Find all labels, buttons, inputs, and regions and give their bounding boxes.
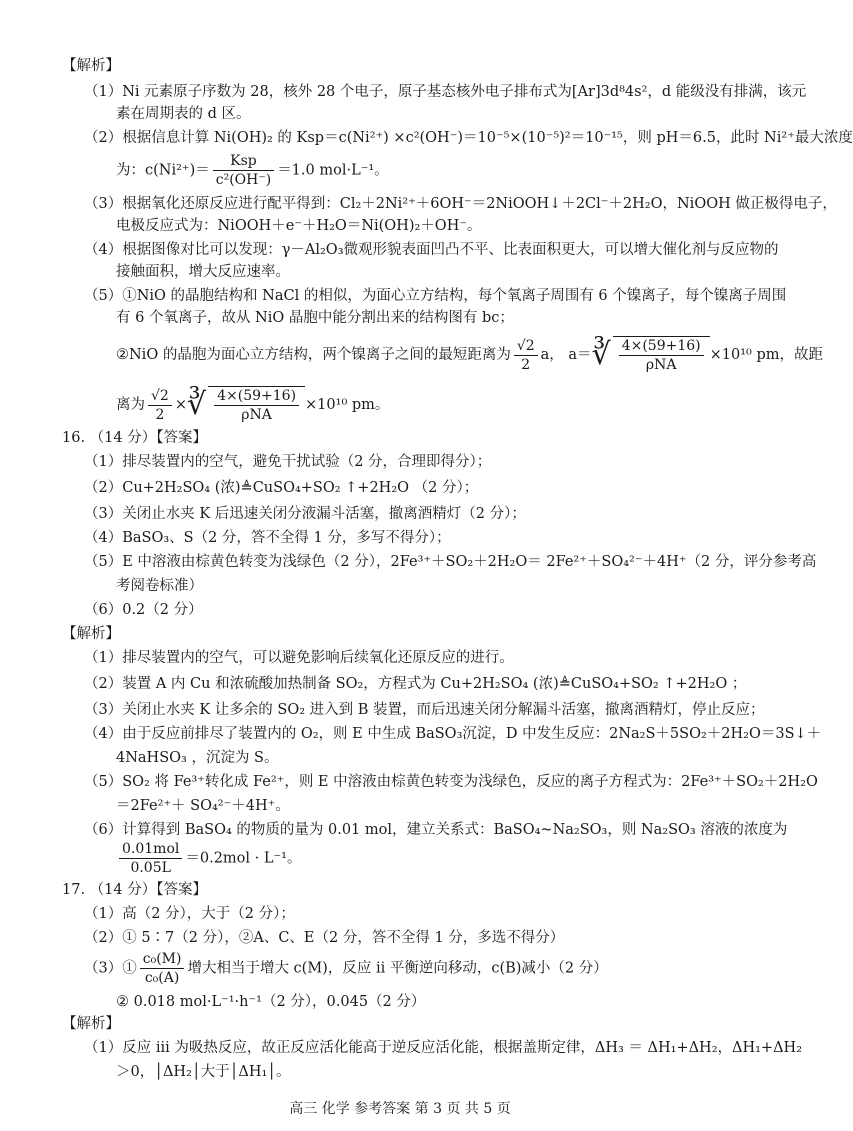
cube-root-sign: ∛ [591,337,611,372]
q17-analysis-1-cont: ＞0，│ΔH₂│大于│ΔH₁│。 [116,1064,291,1080]
q17-analysis-header: 【解析】 [62,1016,120,1032]
analysis-item-2-formula: 为：c(Ni²⁺)＝ $\frac{\text{Ksp}}{\text{c²(OH⁻)}}$ ＝1.0 mol·L⁻¹。 [116,153,389,188]
fraction: $\frac{√2}{2}$ [514,337,538,374]
analysis-item-5-cont: 有 6 个氧离子，故从 NiO 晶胞中能分割出来的结构图有 bc； [116,310,514,326]
q17-answer-2: （2）① 5∶7（2 分），②A、C、E（2 分，答不全得 1 分，多选不得分） [84,930,565,946]
q16-answer-4: （4）BaSO₃、S（2 分，答不全得 1 分，多写不得分）； [84,530,451,546]
analysis-item-4-cont: 接触面积，增大反应速率。 [116,264,290,280]
q16-answer-3: （3）关闭止水夹 K 后迅速关闭分液漏斗活塞，撤离酒精灯（2 分）； [84,506,526,522]
q16-analysis-5-cont: ＝2Fe²⁺＋ SO₄²⁻＋4H⁺。 [116,798,290,814]
q16-analysis-4: （4）由于反应前排尽了装置内的 O₂，则 E 中生成 BaSO₃沉淀，D 中发生反应：2Na₂S＋5SO₂＋2H₂O＝3S↓＋ [84,726,822,742]
analysis-item-5: （5）①NiO 的晶胞结构和 NaCl 的相似，为面心立方结构，每个氧离子周围有 6 个镍离子，每个镍离子周围 [84,288,787,304]
analysis-item-1-cont: 素在周期表的 d 区。 [116,106,251,122]
q16-answer-1: （1）排尽装置内的空气，避免干扰试验（2 分，合理即得分）； [84,454,492,470]
analysis-item-3-cont: 电极反应式为：NiOOH＋e⁻＋H₂O＝Ni(OH)₂＋OH⁻。 [116,218,482,234]
fraction: $\frac{\text{0.01mol}}{0.05L}$ [119,840,182,877]
q17-answer-3: （3）① $\frac{\text{c₀(M)}}{\text{c₀(A)}}$ 增大相当于增大 c(M)，反应 ii 平衡逆向移动，c(B)减小（2 分） [84,951,608,986]
analysis-item-1: （1）Ni 元素原子序数为 28，核外 28 个电子，原子基态核外电子排布式为[Ar]3d⁸4s²，d 能级没有排满，该元 [84,84,807,100]
analysis-item-2: （2）根据信息计算 Ni(OH)₂ 的 Ksp＝c(Ni²⁺) ×c²(OH⁻)＝10⁻⁵×(10⁻⁵)²＝10⁻¹⁵，则 pH＝6.5，此时 Ni²⁺最大浓度 [84,130,853,146]
q16-answer-2: （2）Cu+2H₂SO₄ (浓)≜CuSO₄+SO₂ ↑+2H₂O （2 分）； [84,480,479,496]
analysis-item-5-formula: ②NiO 的晶胞为面心立方结构，两个镍离子之间的最短距离为 $\frac{√2}{2}$ a， a＝∛ $\frac{4\times(59+16)}{\text{ρNA}}$ ×10¹⁰ pm，故距 [116,337,823,373]
q16-analysis-1: （1）排尽装置内的空气，可以避免影响后续氧化还原反应的进行。 [84,650,514,666]
fraction: $\frac{\text{Ksp}}{\text{c²(OH⁻)}}$ [213,152,274,189]
q16-analysis-3: （3）关闭止水夹 K 让多余的 SO₂ 进入到 B 装置，而后迅速关闭分解漏斗活塞，撤离酒精灯，停止反应； [84,702,765,718]
analysis-item-5-distance: 离为 $\frac{√2}{2}$ ×∛ $\frac{4\times(59+16)}{\text{ρNA}}$ ×10¹⁰ pm。 [116,387,390,423]
fraction: $\frac{\text{c₀(M)}}{\text{c₀(A)}}$ [140,950,185,987]
fraction: $\frac{4\times(59+16)}{\text{ρNA}}$ [619,337,704,374]
q16-answer-5: （5）E 中溶液由棕黄色转变为浅绿色（2 分），2Fe³⁺＋SO₂＋2H₂O＝ 2Fe²⁺＋SO₄²⁻＋4H⁺（2 分，评分参考高 [84,554,817,570]
page-footer: 高三 化学 参考答案 第 3 页 共 5 页 [289,1101,511,1117]
q16-analysis-4-cont: 4NaHSO₃ ，沉淀为 S。 [116,750,279,766]
analysis-header: 【解析】 [62,58,120,74]
fraction: $\frac{4\times(59+16)}{\text{ρNA}}$ [214,387,299,424]
q16-analysis-header: 【解析】 [62,626,120,642]
q17-answer-1: （1）高（2 分），大于（2 分）； [84,906,295,922]
q17-analysis-1: （1）反应 iii 为吸热反应，故正反应活化能高于逆反应活化能，根据盖斯定律，ΔH₃ ＝ ΔH₁+ΔH₂，ΔH₁+ΔH₂ [84,1040,803,1056]
q16-analysis-6: （6）计算得到 BaSO₄ 的物质的量为 0.01 mol，建立关系式：BaSO₄~Na₂SO₃，则 Na₂SO₃ 溶液的浓度为 [84,822,788,838]
analysis-item-4: （4）根据图像对比可以发现：γ－Al₂O₃微观形貌表面凹凸不平、比表面积更大，可以增大催化剂与反应物的 [84,242,779,258]
q16-analysis-5: （5）SO₂ 将 Fe³⁺转化成 Fe²⁺，则 E 中溶液由棕黄色转变为浅绿色，反应的离子方程式为：2Fe³⁺＋SO₂＋2H₂O [84,774,818,790]
q16-answer-5-cont: 考阅卷标准） [116,578,203,594]
question-17-header: 17. （14 分）【答案】 [62,882,207,898]
q16-analysis-6-formula: $\frac{\text{0.01mol}}{0.05L}$ ＝0.2mol · L⁻¹。 [116,840,301,877]
question-16-header: 16. （14 分）【答案】 [62,430,207,446]
q17-answer-3b: ② 0.018 mol·L⁻¹·h⁻¹（2 分），0.045（2 分） [116,994,426,1010]
q16-answer-6: （6）0.2（2 分） [84,602,203,618]
fraction: $\frac{√2}{2}$ [148,387,172,424]
cube-root-sign: ∛ [186,387,207,422]
q16-analysis-2: （2）装置 A 内 Cu 和浓硫酸加热制备 SO₂，方程式为 Cu+2H₂SO₄ (浓)≜CuSO₄+SO₂ ↑+2H₂O ； [84,676,747,692]
analysis-item-3: （3）根据氧化还原反应进行配平得到：Cl₂＋2Ni²⁺＋6OH⁻＝2NiOOH↓＋2Cl⁻＋2H₂O，NiOOH 做正极得电子， [84,196,837,212]
